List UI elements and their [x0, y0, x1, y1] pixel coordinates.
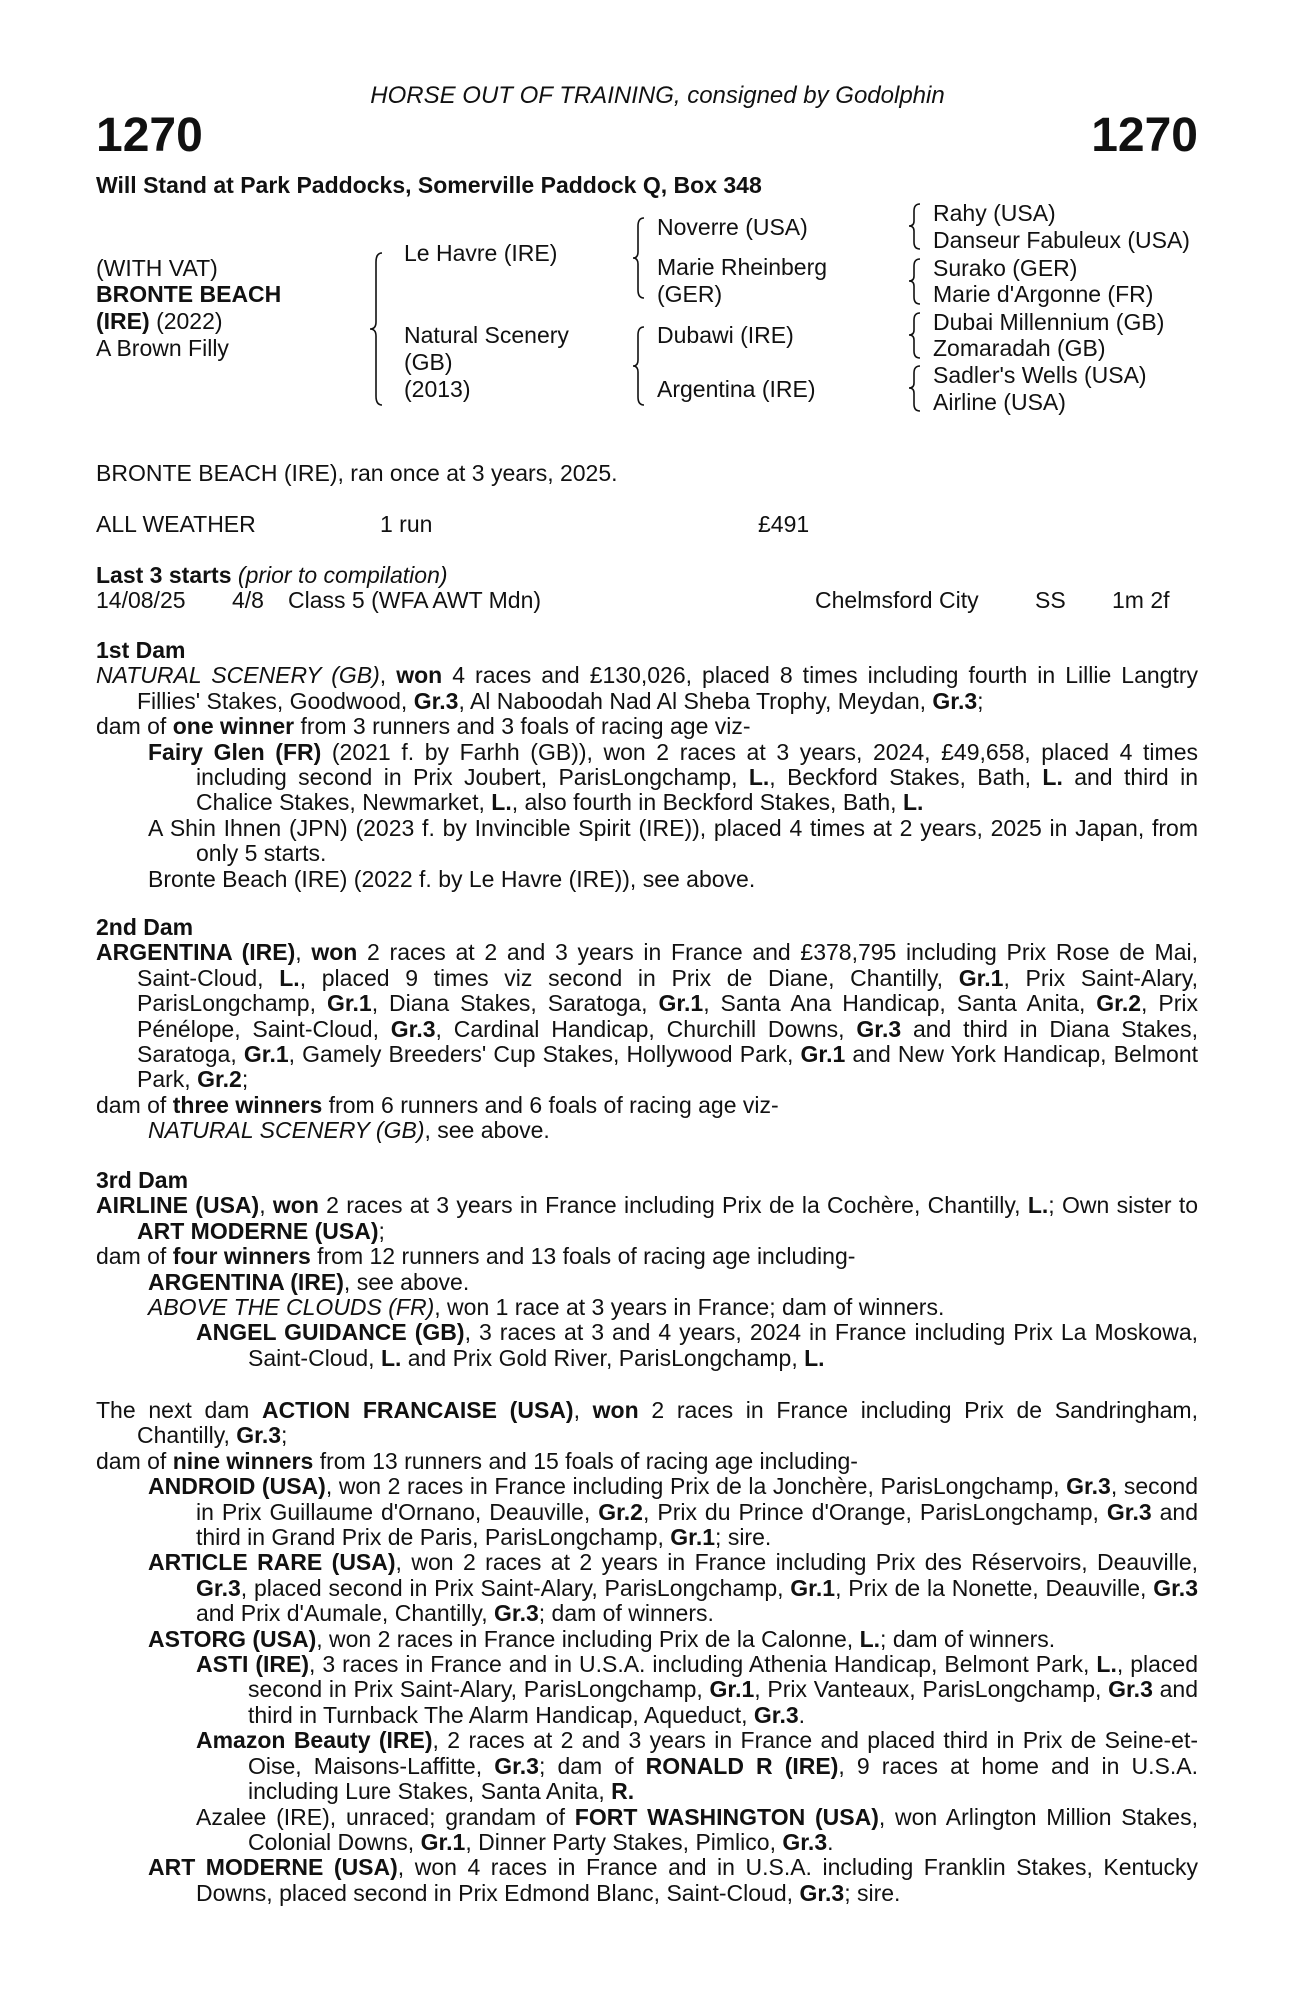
italic-text: NATURAL SCENERY (GB) — [148, 1117, 425, 1144]
brace-g3 — [909, 313, 920, 358]
text: , Prix de la Nonette, Deauville, — [835, 1574, 1154, 1601]
text: 4 races and £130,026, placed 8 times including fourth in Lillie Langtry Fillies' Stakes, Goodwood, — [137, 662, 1199, 714]
pedigree-dam-sire: Dubawi (IRE) — [657, 322, 794, 348]
text: from 12 runners and 13 foals of racing age including- — [310, 1243, 856, 1270]
text: , Cardinal Handicap, Churchill Downs, — [435, 1015, 857, 1042]
bold-text: Gr.3 — [932, 687, 978, 714]
text: The next dam — [96, 1397, 262, 1423]
text: , won 2 races in France including Prix de la Calonne, — [316, 1625, 860, 1652]
horse-name: BRONTE BEACH — [96, 281, 282, 307]
bold-text: Gr.1 — [709, 1676, 755, 1703]
start-date: 14/08/25 — [96, 587, 186, 613]
pedigree-ggp-5: Dubai Millennium (GB) — [933, 309, 1165, 335]
text: , Santa Ana Handicap, Santa Anita, — [703, 990, 1097, 1017]
text: , Al Naboodah Nad Al Sheba Trophy, Meydan, — [458, 687, 933, 714]
text: , see above. — [424, 1117, 550, 1144]
produce-entry — [96, 1449, 1198, 1474]
section-2nd-dam — [96, 915, 1198, 1144]
text: (2021 f. by Farhh (GB)), won 2 races at 3 years, 2024, £49,658, placed 4 times including second in Prix Joubert, ParisLongchamp, — [196, 738, 1198, 791]
pedigree-dam-year: (2013) — [404, 376, 471, 402]
bold-text: Gr.1 — [420, 1828, 466, 1855]
bold-text: ASTORG (USA) — [148, 1625, 317, 1652]
horse-origin-year — [96, 308, 223, 335]
section-heading: 1st Dam — [96, 637, 186, 663]
bold-text: Gr.2 — [1096, 990, 1142, 1017]
text: , won 1 race at 3 years in France; dam of winners. — [434, 1294, 945, 1321]
produce-entry — [96, 940, 1198, 1092]
last-starts-note: (prior to compilation) — [237, 562, 448, 588]
bold-text: ANGEL GUIDANCE (GB) — [196, 1319, 465, 1346]
text: from 6 runners and 6 foals of racing age viz- — [322, 1091, 779, 1118]
race-record-summary: BRONTE BEACH (IRE), ran once at 3 years, 2025. — [96, 460, 618, 486]
text: ; dam of winners. — [880, 1625, 1056, 1652]
last-starts-title: Last 3 starts — [96, 562, 232, 588]
bold-text: won — [272, 1192, 319, 1219]
bold-text: Gr.3 — [494, 1752, 539, 1779]
text: , 2 races at 2 and 3 years in France and placed third in Prix de Seine-et-Oise, Maisons-Laffitte, — [248, 1727, 1199, 1779]
text: , won 2 races at 2 years in France including Prix des Réservoirs, Deauville, — [395, 1549, 1198, 1576]
text: ; Own sister to — [1048, 1192, 1198, 1219]
lot-number-right: 1270 — [1091, 109, 1198, 162]
bold-text: Fairy Glen (FR) — [148, 738, 322, 765]
produce-entry — [96, 663, 1198, 714]
produce-entry — [96, 714, 1198, 739]
text: , Prix Pénélope, Saint-Cloud, — [137, 990, 1198, 1042]
bold-text: L. — [902, 789, 924, 816]
bold-text: FORT WASHINGTON (USA) — [574, 1803, 879, 1830]
pedigree-dam-origin: (GB) — [404, 349, 453, 375]
bold-text: Gr.3 — [856, 1015, 902, 1042]
bold-text: L. — [859, 1625, 881, 1652]
bold-text: ARGENTINA (IRE) — [96, 939, 296, 966]
text: and Prix d'Aumale, Chantilly, — [196, 1600, 494, 1627]
pedigree-sire: Le Havre (IRE) — [404, 240, 558, 266]
pedigree-ggp-1: Rahy (USA) — [933, 200, 1056, 226]
text: , also fourth in Beckford Stakes, Bath, — [511, 789, 903, 816]
bold-text: won — [396, 662, 443, 689]
brace-g2 — [909, 259, 920, 304]
text: 2 races at 3 years in France including Prix de la Cochère, Chantilly, — [318, 1192, 1028, 1219]
text: Bronte Beach (IRE) (2022 f. by Le Havre (IRE)), see above. — [148, 865, 756, 892]
text: , placed second in Prix Saint-Alary, ParisLongchamp, — [240, 1574, 791, 1601]
bold-text: RONALD R (IRE) — [645, 1752, 839, 1779]
text: ; — [281, 1422, 288, 1449]
pedigree-ggp-2: Danseur Fabuleux (USA) — [933, 227, 1190, 253]
produce-entry — [96, 1295, 1198, 1320]
pedigree-ggp-6: Zomaradah (GB) — [933, 335, 1106, 361]
section-heading: 2nd Dam — [96, 914, 194, 940]
text: and third in Grand Prix de Paris, ParisLongchamp, — [196, 1498, 1199, 1551]
text: , placed 9 times viz second in Prix de Diane, Chantilly, — [299, 964, 959, 991]
start-distance: 1m 2f — [1112, 587, 1170, 613]
brace-dam-parents — [633, 327, 644, 405]
section-heading: 3rd Dam — [96, 1167, 189, 1193]
text: dam of — [96, 1243, 173, 1270]
text: , second in Prix Guillaume d'Ornano, Deauville, — [196, 1473, 1198, 1525]
text: , — [295, 939, 312, 966]
text: and third in Diana Stakes, Saratoga, — [137, 1015, 1198, 1068]
bold-text: Gr.1 — [800, 1041, 846, 1068]
text: , won 2 races in France including Prix de la Jonchère, ParisLongchamp, — [325, 1473, 1067, 1500]
pedigree-dam-dam: Argentina (IRE) — [657, 376, 816, 402]
bold-text: ART MODERNE (USA) — [148, 1854, 398, 1881]
text: . — [827, 1828, 834, 1855]
bold-text: Gr.3 — [1066, 1473, 1111, 1500]
bold-text: Gr.1 — [958, 964, 1004, 991]
bold-text: Gr.1 — [790, 1574, 836, 1601]
produce-entry — [96, 1244, 1198, 1269]
text: and third in Turnback The Alarm Handicap, Aqueduct, — [248, 1676, 1198, 1728]
produce-entry — [96, 1093, 1198, 1118]
text: , see above. — [343, 1268, 470, 1295]
italic-text: NATURAL SCENERY (GB) — [96, 662, 380, 689]
text: , — [379, 662, 397, 689]
bold-text: Gr.1 — [326, 990, 372, 1017]
start-race: Class 5 (WFA AWT Mdn) — [288, 587, 542, 613]
text: , Prix Saint-Alary, ParisLongchamp, — [137, 964, 1198, 1017]
bold-text: Amazon Beauty (IRE) — [196, 1727, 433, 1754]
bold-text: L. — [804, 1344, 825, 1371]
text: , Prix Vanteaux, ParisLongchamp, — [754, 1676, 1109, 1703]
lot-number-left: 1270 — [96, 109, 203, 162]
bold-text: Gr.3 — [196, 1574, 241, 1601]
text: , 3 races at 3 and 4 years, 2024 in France including Prix La Moskowa, Saint-Cloud, — [248, 1319, 1199, 1371]
bold-text: nine winners — [172, 1447, 314, 1474]
text: 2 races in France including Prix de Sandringham, Chantilly, — [137, 1397, 1198, 1449]
text: Azalee (IRE), unraced; grandam of — [196, 1803, 575, 1830]
consignor-subtitle: HORSE OUT OF TRAINING, consigned by Godolphin — [370, 82, 945, 109]
bold-text: ART MODERNE (USA) — [137, 1217, 379, 1244]
produce-entry — [96, 1805, 1198, 1856]
produce-entry — [96, 1652, 1198, 1728]
section-1st-dam — [96, 638, 1198, 892]
earnings: £491 — [758, 511, 810, 537]
text: from 13 runners and 15 foals of racing age including- — [313, 1447, 858, 1474]
text: , won 4 races in France and in U.S.A. including Franklin Stakes, Kentucky Downs, placed second in Prix Edmond Blanc, Saint-Cloud, — [196, 1854, 1198, 1906]
produce-entry — [96, 1627, 1198, 1652]
pedigree-ggp-4: Marie d'Argonne (FR) — [933, 281, 1154, 307]
brace-sire-dam — [370, 253, 382, 405]
pedigree-ggp-3: Surako (GER) — [933, 255, 1078, 281]
bold-text: Gr.3 — [1106, 1498, 1152, 1525]
bold-text: ARTICLE RARE (USA) — [148, 1549, 396, 1576]
bold-text: Gr.1 — [243, 1041, 289, 1068]
bold-text: ARGENTINA (IRE) — [148, 1268, 344, 1295]
text: , won Arlington Million Stakes, Colonial Downs, — [248, 1803, 1198, 1855]
bold-text: Gr.3 — [390, 1015, 436, 1042]
text: , Diana Stakes, Saratoga, — [371, 990, 659, 1017]
text: , placed second in Prix Saint-Alary, ParisLongchamp, — [248, 1651, 1198, 1703]
horse-description: A Brown Filly — [96, 335, 229, 361]
bold-text: Gr.3 — [413, 687, 459, 714]
text: from 3 runners and 3 foals of racing age viz- — [294, 713, 751, 740]
bold-text: L. — [748, 764, 770, 791]
bold-text: ASTI (IRE) — [196, 1651, 310, 1678]
text: , 3 races in France and in U.S.A. including Athenia Handicap, Belmont Park, — [309, 1651, 1097, 1678]
bold-text: Gr.3 — [1153, 1574, 1198, 1601]
text: A Shin Ihnen (JPN) (2023 f. by Invincible Spirit (IRE)), placed 4 times at 2 years, 2025 in Japan, from only 5 starts. — [148, 814, 1198, 867]
text: , — [259, 1192, 273, 1219]
bold-text: Gr.3 — [753, 1701, 799, 1728]
bold-text: ANDROID (USA) — [148, 1473, 326, 1500]
text: and Prix Gold River, ParisLongchamp, — [401, 1344, 805, 1371]
text: dam of — [96, 1091, 173, 1118]
bold-text: L. — [1096, 1651, 1117, 1678]
produce-entry — [96, 1728, 1198, 1804]
pedigree-sire-dam-origin: (GER) — [657, 281, 723, 307]
start-position: 4/8 — [232, 587, 264, 613]
vat-label: (WITH VAT) — [96, 255, 218, 281]
text: , Beckford Stakes, Bath, — [769, 764, 1043, 791]
pedigree-sire-sire: Noverre (USA) — [657, 214, 808, 240]
horse-origin: (IRE) — [96, 308, 150, 334]
brace-sire-parents — [633, 218, 644, 298]
text: dam of — [96, 713, 173, 740]
produce-entry — [96, 1398, 1198, 1449]
bold-text: Gr.2 — [598, 1498, 643, 1525]
bold-text: ACTION FRANCAISE (USA) — [261, 1397, 574, 1423]
stand-location: Will Stand at Park Paddocks, Somerville Paddock Q, Box 348 — [96, 172, 762, 198]
bold-text: Gr.3 — [494, 1600, 539, 1627]
produce-entry — [96, 816, 1198, 867]
bold-text: won — [592, 1397, 639, 1423]
start-going: SS — [1035, 587, 1066, 613]
text: 2 races at 2 and 3 years in France and £378,795 including Prix Rose de Mai, Saint-Cloud, — [137, 939, 1198, 991]
runs-count: 1 run — [380, 511, 433, 537]
text: dam of — [96, 1447, 173, 1474]
bold-text: Gr.1 — [670, 1524, 716, 1551]
bold-text: one winner — [172, 713, 295, 740]
text: , 9 races at home and in U.S.A. including Lure Stakes, Santa Anita, — [248, 1752, 1198, 1805]
text: and New York Handicap, Belmont Park, — [137, 1041, 1198, 1093]
text: and third in Chalice Stakes, Newmarket, — [196, 764, 1198, 816]
bold-text: L. — [1027, 1192, 1049, 1219]
text: , — [573, 1397, 593, 1423]
bold-text: Gr.2 — [197, 1066, 242, 1093]
text: ; sire. — [715, 1524, 772, 1551]
horse-year: (2022) — [156, 308, 223, 334]
bold-text: Gr.1 — [658, 990, 704, 1017]
bold-text: three winners — [172, 1091, 323, 1118]
start-course: Chelmsford City — [815, 587, 979, 613]
bold-text: L. — [491, 789, 512, 816]
section-3rd-dam — [96, 1168, 1198, 1371]
produce-entry — [96, 1118, 1198, 1143]
text: ; sire. — [844, 1879, 901, 1906]
brace-g4 — [909, 366, 920, 411]
section-next-dam — [96, 1398, 1198, 1906]
bold-text: Gr.3 — [236, 1422, 282, 1449]
produce-entry — [96, 740, 1198, 816]
bold-text: four winners — [172, 1243, 311, 1270]
produce-entry — [96, 1855, 1198, 1906]
text: ; — [241, 1066, 249, 1093]
bold-text: Gr.3 — [799, 1879, 845, 1906]
produce-entry — [96, 1193, 1198, 1244]
text: ; dam of winners. — [538, 1600, 714, 1627]
text: , Prix du Prince d'Orange, ParisLongchamp, — [642, 1498, 1107, 1525]
produce-entry — [96, 867, 1198, 892]
pedigree-sire-dam: Marie Rheinberg — [657, 254, 828, 280]
bold-text: won — [311, 939, 358, 966]
produce-entry — [96, 1474, 1198, 1550]
text: . — [798, 1701, 806, 1728]
pedigree-ggp-7: Sadler's Wells (USA) — [933, 362, 1147, 388]
bold-text: L. — [1042, 764, 1063, 791]
produce-entry — [96, 1550, 1198, 1626]
text: , Dinner Party Stakes, Pimlico, — [465, 1828, 783, 1855]
bold-text: AIRLINE (USA) — [96, 1192, 260, 1219]
text: , Gamely Breeders' Cup Stakes, Hollywood Park, — [288, 1041, 801, 1068]
text: ; dam of — [538, 1752, 646, 1779]
bold-text: L. — [279, 964, 300, 991]
last-starts-heading — [96, 562, 448, 589]
bold-text: Gr.3 — [1108, 1676, 1153, 1703]
text: ; — [378, 1217, 385, 1244]
bold-text: R. — [611, 1778, 635, 1805]
produce-entry — [96, 1270, 1198, 1295]
bold-text: L. — [380, 1344, 402, 1371]
produce-entry — [96, 1320, 1198, 1371]
pedigree-dam: Natural Scenery — [404, 322, 569, 348]
italic-text: ABOVE THE CLOUDS (FR) — [148, 1294, 435, 1321]
brace-g1 — [909, 204, 920, 249]
text: ; — [977, 687, 984, 714]
pedigree-ggp-8: Airline (USA) — [933, 389, 1066, 415]
surface-label: ALL WEATHER — [96, 511, 256, 537]
bold-text: Gr.3 — [782, 1828, 828, 1855]
